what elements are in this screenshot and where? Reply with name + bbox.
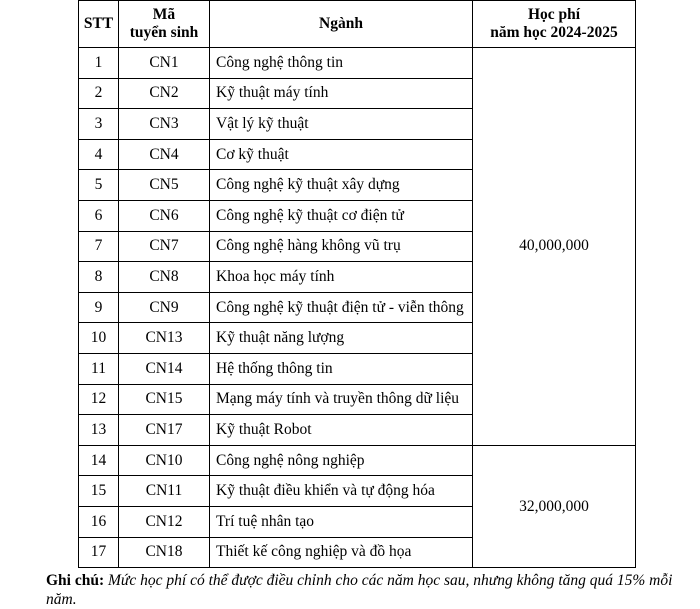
cell-admission-code: CN3 [119,109,210,140]
cell-admission-code: CN1 [119,48,210,79]
cell-admission-code: CN18 [119,537,210,568]
cell-admission-code: CN15 [119,384,210,415]
cell-major: Kỹ thuật máy tính [210,78,473,109]
header-fee-line2: năm học 2024-2025 [490,24,618,41]
cell-admission-code: CN11 [119,476,210,507]
table-body [79,48,636,568]
cell-admission-code: CN8 [119,262,210,293]
cell-major: Công nghệ kỹ thuật xây dựng [210,170,473,201]
cell-major: Kỹ thuật năng lượng [210,323,473,354]
table-row [79,48,636,79]
cell-stt: 8 [79,262,119,293]
cell-stt: 12 [79,384,119,415]
cell-admission-code: CN2 [119,78,210,109]
note-label: Ghi chú: [46,572,105,589]
cell-admission-code: CN13 [119,323,210,354]
cell-major: Mạng máy tính và truyền thông dữ liệu [210,384,473,415]
cell-admission-code: CN6 [119,200,210,231]
cell-stt: 11 [79,353,119,384]
header-code-line2: tuyển sinh [129,24,199,41]
header-fee-line1: Học phí [527,6,581,24]
header-admission-code [119,1,210,48]
cell-admission-code: CN5 [119,170,210,201]
cell-admission-code: CN9 [119,292,210,323]
cell-stt: 3 [79,109,119,140]
cell-tuition-fee: 40,000,000 [473,48,636,446]
header-stt: STT [79,1,119,48]
table-row [79,445,636,476]
cell-stt: 6 [79,200,119,231]
footnote [46,571,686,609]
header-code-line1: Mã [152,6,176,24]
cell-stt: 9 [79,292,119,323]
cell-admission-code: CN10 [119,445,210,476]
cell-admission-code: CN17 [119,415,210,446]
cell-stt: 1 [79,48,119,79]
cell-stt: 15 [79,476,119,507]
cell-stt: 14 [79,445,119,476]
cell-stt: 5 [79,170,119,201]
cell-stt: 10 [79,323,119,354]
cell-tuition-fee: 32,000,000 [473,445,636,567]
cell-major: Công nghệ hàng không vũ trụ [210,231,473,262]
cell-admission-code: CN4 [119,139,210,170]
cell-stt: 13 [79,415,119,446]
cell-major: Thiết kế công nghiệp và đồ họa [210,537,473,568]
note-text: Mức học phí có thể được điều chỉnh cho các năm học sau, nhưng không tăng quá 15% mỗi năm. [46,572,673,608]
cell-major: Công nghệ nông nghiệp [210,445,473,476]
cell-major: Hệ thống thông tin [210,353,473,384]
cell-major: Vật lý kỹ thuật [210,109,473,140]
header-major: Ngành [210,1,473,48]
cell-stt: 17 [79,537,119,568]
cell-stt: 7 [79,231,119,262]
cell-major: Công nghệ thông tin [210,48,473,79]
cell-major: Cơ kỹ thuật [210,139,473,170]
tuition-table [78,0,636,568]
cell-admission-code: CN7 [119,231,210,262]
cell-major: Công nghệ kỹ thuật cơ điện tử [210,200,473,231]
cell-major: Kỹ thuật điều khiển và tự động hóa [210,476,473,507]
cell-major: Công nghệ kỹ thuật điện tử - viễn thông [210,292,473,323]
cell-major: Khoa học máy tính [210,262,473,293]
cell-admission-code: CN12 [119,506,210,537]
cell-major: Kỹ thuật Robot [210,415,473,446]
header-tuition [473,1,636,48]
cell-stt: 2 [79,78,119,109]
table-header-row [79,1,636,48]
cell-stt: 4 [79,139,119,170]
cell-major: Trí tuệ nhân tạo [210,506,473,537]
cell-stt: 16 [79,506,119,537]
cell-admission-code: CN14 [119,353,210,384]
